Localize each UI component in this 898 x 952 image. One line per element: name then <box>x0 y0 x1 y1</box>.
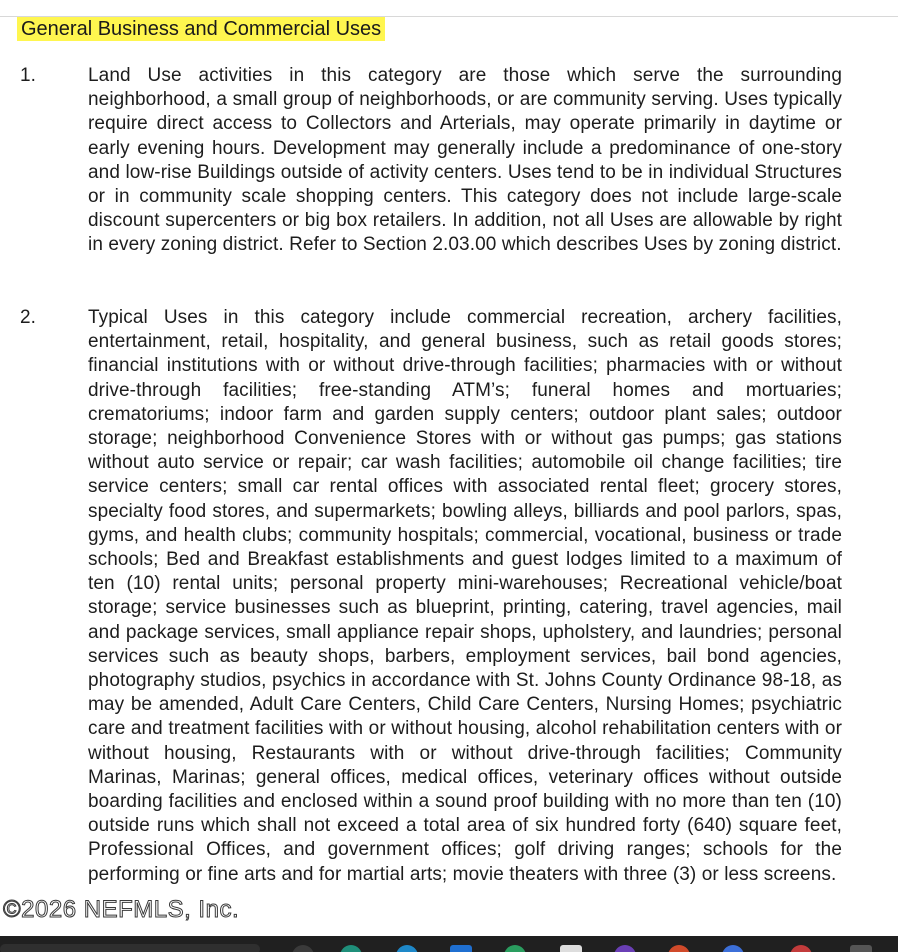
taskbar-app-icon[interactable] <box>850 945 872 952</box>
taskbar-search-box[interactable] <box>0 944 260 952</box>
section-heading: General Business and Commercial Uses <box>17 17 385 41</box>
copyright-watermark: ©2026 NEFMLS, Inc. <box>3 896 240 923</box>
taskbar-app-icon[interactable] <box>504 945 526 952</box>
item-paragraph: Land Use activities in this category are those which serve the surrounding neighborhood, a small group of neighborhoods, or are community serving. Uses typically require direct access to Collectors and Arterials, may operate primarily in daytime or early evening hours. Development may generally include a predominance of one-story and low-rise Buildings outside of activity centers. Uses tend to be in individual Structures or in community scale shopping centers. This category does not include large-scale discount supercenters or big box retailers. In addition, not all Uses are allowable by right in every zoning district. Refer to Section 2.03.00 which describes Uses by zoning district. <box>88 65 842 256</box>
taskbar-app-icon[interactable] <box>450 945 472 952</box>
taskbar-app-icon[interactable] <box>668 945 690 952</box>
taskbar-app-icon[interactable] <box>790 945 812 952</box>
taskbar <box>0 936 898 952</box>
item-paragraph: Typical Uses in this category include commercial recreation, archery facilities, entertainment, retail, hospitality, and general business, such as retail goods stores; financial institutions with or without drive-through facilities; pharmacies with or without drive-through facilities; free-standing ATM’s; funeral homes and mortuaries; crematoriums; indoor farm and garden supply centers; outdoor plant sales; outdoor storage; neighborhood Convenience Stores with or without gas pumps; gas stations without auto service or repair; car wash facilities; automobile oil change facilities; tire service centers; small car rental offices with associated rental fleet; grocery stores, specialty food stores, and supermarkets; bowling alleys, billiards and pool parlors, spas, gyms, and health clubs; community hospitals; commercial, vocational, business or trade schools; Bed and Breakfast establishments and guest lodges limited to a maximum of ten (10) rental units; personal property mini-warehouses; Recreational vehicle/boat storage; service businesses such as blueprint, printing, catering, travel agencies, mail and package services, small appliance repair shops, upholstery, and laundries; personal services such as beauty shops, barbers, employment services, bail bond agencies, photography studios, psychics in accordance with St. Johns County Ordinance 98-18, as may be amended, Adult Care Centers, Child Care Centers, Nursing Homes; psychiatric care and treatment facilities with or without housing, alcohol rehabilitation centers with or without housing, Restaurants with or without drive-through facilities; Community Marinas, Marinas; general offices, medical offices, veterinary offices without outside boarding facilities and enclosed within a sound proof building with no more than ten (10) outside runs which shall not exceed a total area of six hundred forty (640) square feet, Professional Offices, and government offices; golf driving ranges; schools for the performing or fine arts and for martial arts; movie theaters with three (3) or less screens. <box>88 307 842 885</box>
taskbar-app-icon[interactable] <box>292 945 314 952</box>
item-number: 2. <box>20 307 36 328</box>
item-number: 1. <box>20 65 36 86</box>
taskbar-app-icon[interactable] <box>722 945 744 952</box>
taskbar-app-icon[interactable] <box>614 945 636 952</box>
taskbar-app-icon[interactable] <box>396 945 418 952</box>
taskbar-app-icon[interactable] <box>340 945 362 952</box>
taskbar-app-icon[interactable] <box>560 945 582 952</box>
